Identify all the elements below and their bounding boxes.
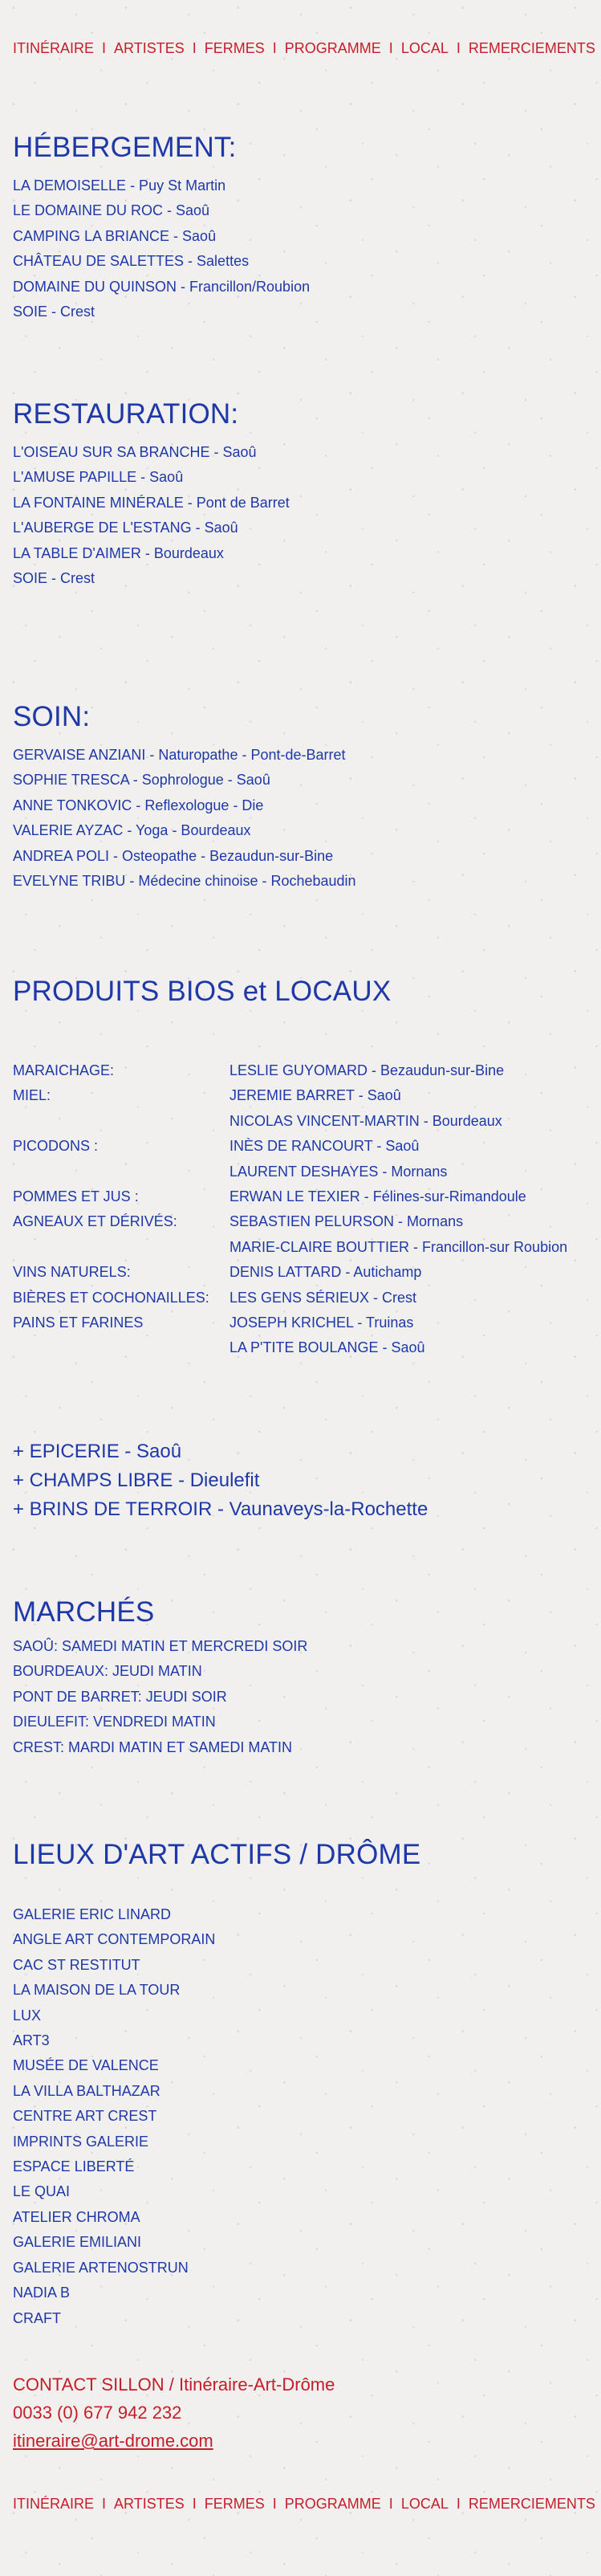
nav-separator: I bbox=[456, 40, 461, 56]
nav-programme-link[interactable]: PROGRAMME bbox=[284, 40, 381, 56]
lieu-item: LA VILLA BALTHAZAR bbox=[13, 2082, 160, 2099]
hebergement-item: CAMPING LA BRIANCE - Saoû bbox=[13, 227, 217, 244]
footer-itineraire-link[interactable]: ITINÉRAIRE bbox=[13, 2496, 95, 2512]
lieu-item: MUSÉE DE VALENCE bbox=[13, 2057, 159, 2074]
produits-row bbox=[13, 1209, 591, 1234]
footer-fermes-link[interactable]: FERMES bbox=[204, 2496, 265, 2512]
produits-row bbox=[13, 1109, 591, 1134]
lieu-item: ANGLE ART CONTEMPORAIN bbox=[13, 1931, 216, 1948]
produits-row bbox=[13, 1058, 591, 1083]
produits-category: POMMES ET JUS : bbox=[13, 1188, 139, 1205]
hebergement-list bbox=[13, 173, 310, 324]
nav-local-link[interactable]: LOCAL bbox=[400, 40, 449, 56]
produits-category: PICODONS : bbox=[13, 1138, 99, 1155]
produits-category bbox=[13, 1160, 229, 1184]
produits-producer: MARIE-CLAIRE BOUTTIER - Francillon-sur Roubion bbox=[229, 1238, 568, 1255]
produits-category bbox=[13, 1335, 229, 1360]
soin-item: GERVAISE ANZIANI - Naturopathe - Pont-de-Barret bbox=[13, 747, 346, 763]
produits-producer: NICOLAS VINCENT-MARTIN - Bourdeaux bbox=[229, 1112, 502, 1129]
marches-title: MARCHÉS bbox=[13, 1596, 155, 1628]
hebergement-item: CHÂTEAU DE SALETTES - Salettes bbox=[13, 253, 250, 270]
lieu-item: ATELIER CHROMA bbox=[13, 2208, 140, 2225]
hebergement-title: HÉBERGEMENT: bbox=[13, 132, 237, 163]
hebergement-item: LA DEMOISELLE - Puy St Martin bbox=[13, 177, 226, 194]
marche-item: DIEULEFIT: VENDREDI MATIN bbox=[13, 1714, 216, 1730]
lieu-item: CENTRE ART CREST bbox=[13, 2108, 157, 2125]
produits-category: MIEL: bbox=[13, 1087, 51, 1104]
lieu-item: CRAFT bbox=[13, 2309, 61, 2326]
produits-title: PRODUITS BIOS et LOCAUX bbox=[13, 976, 392, 1007]
produits-category: MARAICHAGE: bbox=[13, 1062, 115, 1078]
restauration-item: LA TABLE D'AIMER - Bourdeaux bbox=[13, 544, 224, 561]
footer-nav-separator: I bbox=[272, 2496, 277, 2512]
restauration-item: LA FONTAINE MINÉRALE - Pont de Barret bbox=[13, 494, 290, 511]
produits-category bbox=[13, 1235, 229, 1260]
produits-row bbox=[13, 1335, 591, 1360]
nav-fermes-link[interactable]: FERMES bbox=[204, 40, 265, 56]
footer-local-link[interactable]: LOCAL bbox=[400, 2496, 449, 2512]
restauration-item: L'AUBERGE DE L'ESTANG - Saoû bbox=[13, 520, 238, 536]
footer-nav-separator: I bbox=[388, 2496, 393, 2512]
nav-separator: I bbox=[102, 40, 107, 56]
footer-nav-separator: I bbox=[456, 2496, 461, 2512]
contact-block bbox=[13, 2370, 335, 2455]
produits-row bbox=[13, 1286, 591, 1310]
produits-producer: SEBASTIEN PELURSON - Mornans bbox=[229, 1213, 464, 1230]
nav-separator: I bbox=[388, 40, 393, 56]
produits-category: AGNEAUX ET DÉRIVÉS: bbox=[13, 1213, 177, 1230]
lieu-item: LE QUAI bbox=[13, 2183, 71, 2200]
soin-item: SOPHIE TRESCA - Sophrologue - Saoû bbox=[13, 772, 270, 789]
soin-list bbox=[13, 743, 356, 894]
produits-extra-item: + BRINS DE TERROIR - Vaunaveys-la-Rochette bbox=[13, 1498, 428, 1520]
produits-row bbox=[13, 1184, 591, 1209]
produits-extra-item: + CHAMPS LIBRE - Dieulefit bbox=[13, 1469, 260, 1491]
produits-producer: JOSEPH KRICHEL - Truinas bbox=[229, 1314, 414, 1331]
soin-title: SOIN: bbox=[13, 701, 91, 732]
lieux-list bbox=[13, 1902, 215, 2331]
restauration-item: L'AMUSE PAPILLE - Saoû bbox=[13, 469, 184, 486]
produits-row bbox=[13, 1083, 591, 1108]
nav-itineraire-link[interactable]: ITINÉRAIRE bbox=[13, 40, 95, 56]
marches-list bbox=[13, 1634, 307, 1760]
produits-producer: LAURENT DESHAYES - Mornans bbox=[229, 1163, 448, 1180]
produits-row bbox=[13, 1160, 591, 1184]
produits-category: BIÈRES ET COCHONAILLES: bbox=[13, 1289, 209, 1306]
produits-row bbox=[13, 1260, 591, 1285]
soin-item: ANDREA POLI - Osteopathe - Bezaudun-sur-Bine bbox=[13, 847, 334, 864]
restauration-list bbox=[13, 440, 290, 591]
footer-programme-link[interactable]: PROGRAMME bbox=[284, 2496, 381, 2512]
produits-row bbox=[13, 1235, 591, 1260]
produits-row bbox=[13, 1310, 591, 1335]
lieu-item: CAC ST RESTITUT bbox=[13, 1956, 140, 1973]
hebergement-item: LE DOMAINE DU ROC - Saoû bbox=[13, 202, 210, 219]
lieux-title: LIEUX D'ART ACTIFS / DRÔME bbox=[13, 1839, 421, 1870]
lieu-item: ART3 bbox=[13, 2032, 50, 2049]
soin-item: VALERIE AYZAC - Yoga - Bourdeaux bbox=[13, 822, 251, 839]
restauration-item: L'OISEAU SUR SA BRANCHE - Saoû bbox=[13, 444, 257, 460]
marche-item: SAOÛ: SAMEDI MATIN ET MERCREDI SOIR bbox=[13, 1638, 308, 1654]
marche-item: BOURDEAUX: JEUDI MATIN bbox=[13, 1663, 202, 1680]
footer-nav-separator: I bbox=[192, 2496, 197, 2512]
lieu-item: GALERIE ERIC LINARD bbox=[13, 1906, 172, 1922]
produits-producer: JEREMIE BARRET - Saoû bbox=[229, 1087, 401, 1104]
marche-item: CREST: MARDI MATIN ET SAMEDI MATIN bbox=[13, 1738, 293, 1755]
lieu-item: LA MAISON DE LA TOUR bbox=[13, 1982, 181, 1999]
soin-item: EVELYNE TRIBU - Médecine chinoise - Rochebaudin bbox=[13, 873, 356, 890]
nav-separator: I bbox=[272, 40, 277, 56]
contact-email-link[interactable]: itineraire@art-drome.com bbox=[13, 2431, 213, 2451]
footer-remerciements-link[interactable]: REMERCIEMENTS bbox=[468, 2496, 595, 2512]
produits-extras bbox=[13, 1437, 428, 1524]
bottom-navigation bbox=[13, 2496, 595, 2513]
hebergement-item: DOMAINE DU QUINSON - Francillon/Roubion bbox=[13, 278, 311, 295]
produits-producer: LESLIE GUYOMARD - Bezaudun-sur-Bine bbox=[229, 1062, 505, 1078]
produits-extra-item: + EPICERIE - Saoû bbox=[13, 1441, 182, 1462]
contact-title: CONTACT SILLON / Itinéraire-Art-Drôme bbox=[13, 2374, 335, 2395]
produits-producer: ERWAN LE TEXIER - Félines-sur-Rimandoule bbox=[229, 1188, 526, 1205]
lieu-item: LUX bbox=[13, 2007, 42, 2024]
lieu-item: GALERIE EMILIANI bbox=[13, 2234, 142, 2251]
produits-producer: LA P'TITE BOULANGE - Saoû bbox=[229, 1339, 425, 1356]
nav-remerciements-link[interactable]: REMERCIEMENTS bbox=[468, 40, 595, 56]
restauration-title: RESTAURATION: bbox=[13, 398, 239, 430]
lieu-item: IMPRINTS GALERIE bbox=[13, 2133, 149, 2150]
produits-row bbox=[13, 1134, 591, 1159]
hebergement-item: SOIE - Crest bbox=[13, 304, 95, 320]
lieu-item: NADIA B bbox=[13, 2285, 71, 2301]
produits-producer: INÈS DE RANCOURT - Saoû bbox=[229, 1138, 420, 1155]
produits-category: PAINS ET FARINES bbox=[13, 1314, 144, 1331]
lieu-item: GALERIE ARTENOSTRUN bbox=[13, 2259, 189, 2276]
contact-phone: 0033 (0) 677 942 232 bbox=[13, 2403, 182, 2423]
footer-nav-separator: I bbox=[102, 2496, 107, 2512]
produits-producer: DENIS LATTARD - Autichamp bbox=[229, 1264, 422, 1281]
produits-table bbox=[13, 1058, 591, 1361]
footer-artistes-link[interactable]: ARTISTES bbox=[114, 2496, 185, 2512]
nav-artistes-link[interactable]: ARTISTES bbox=[114, 40, 185, 56]
marche-item: PONT DE BARRET: JEUDI SOIR bbox=[13, 1688, 227, 1705]
lieu-item: ESPACE LIBERTÉ bbox=[13, 2158, 135, 2175]
top-navigation bbox=[13, 40, 595, 57]
produits-category bbox=[13, 1109, 229, 1134]
produits-producer: LES GENS SÉRIEUX - Crest bbox=[229, 1289, 417, 1306]
soin-item: ANNE TONKOVIC - Reflexologue - Die bbox=[13, 797, 264, 813]
produits-category: VINS NATURELS: bbox=[13, 1264, 131, 1281]
restauration-item: SOIE - Crest bbox=[13, 570, 95, 587]
nav-separator: I bbox=[192, 40, 197, 56]
